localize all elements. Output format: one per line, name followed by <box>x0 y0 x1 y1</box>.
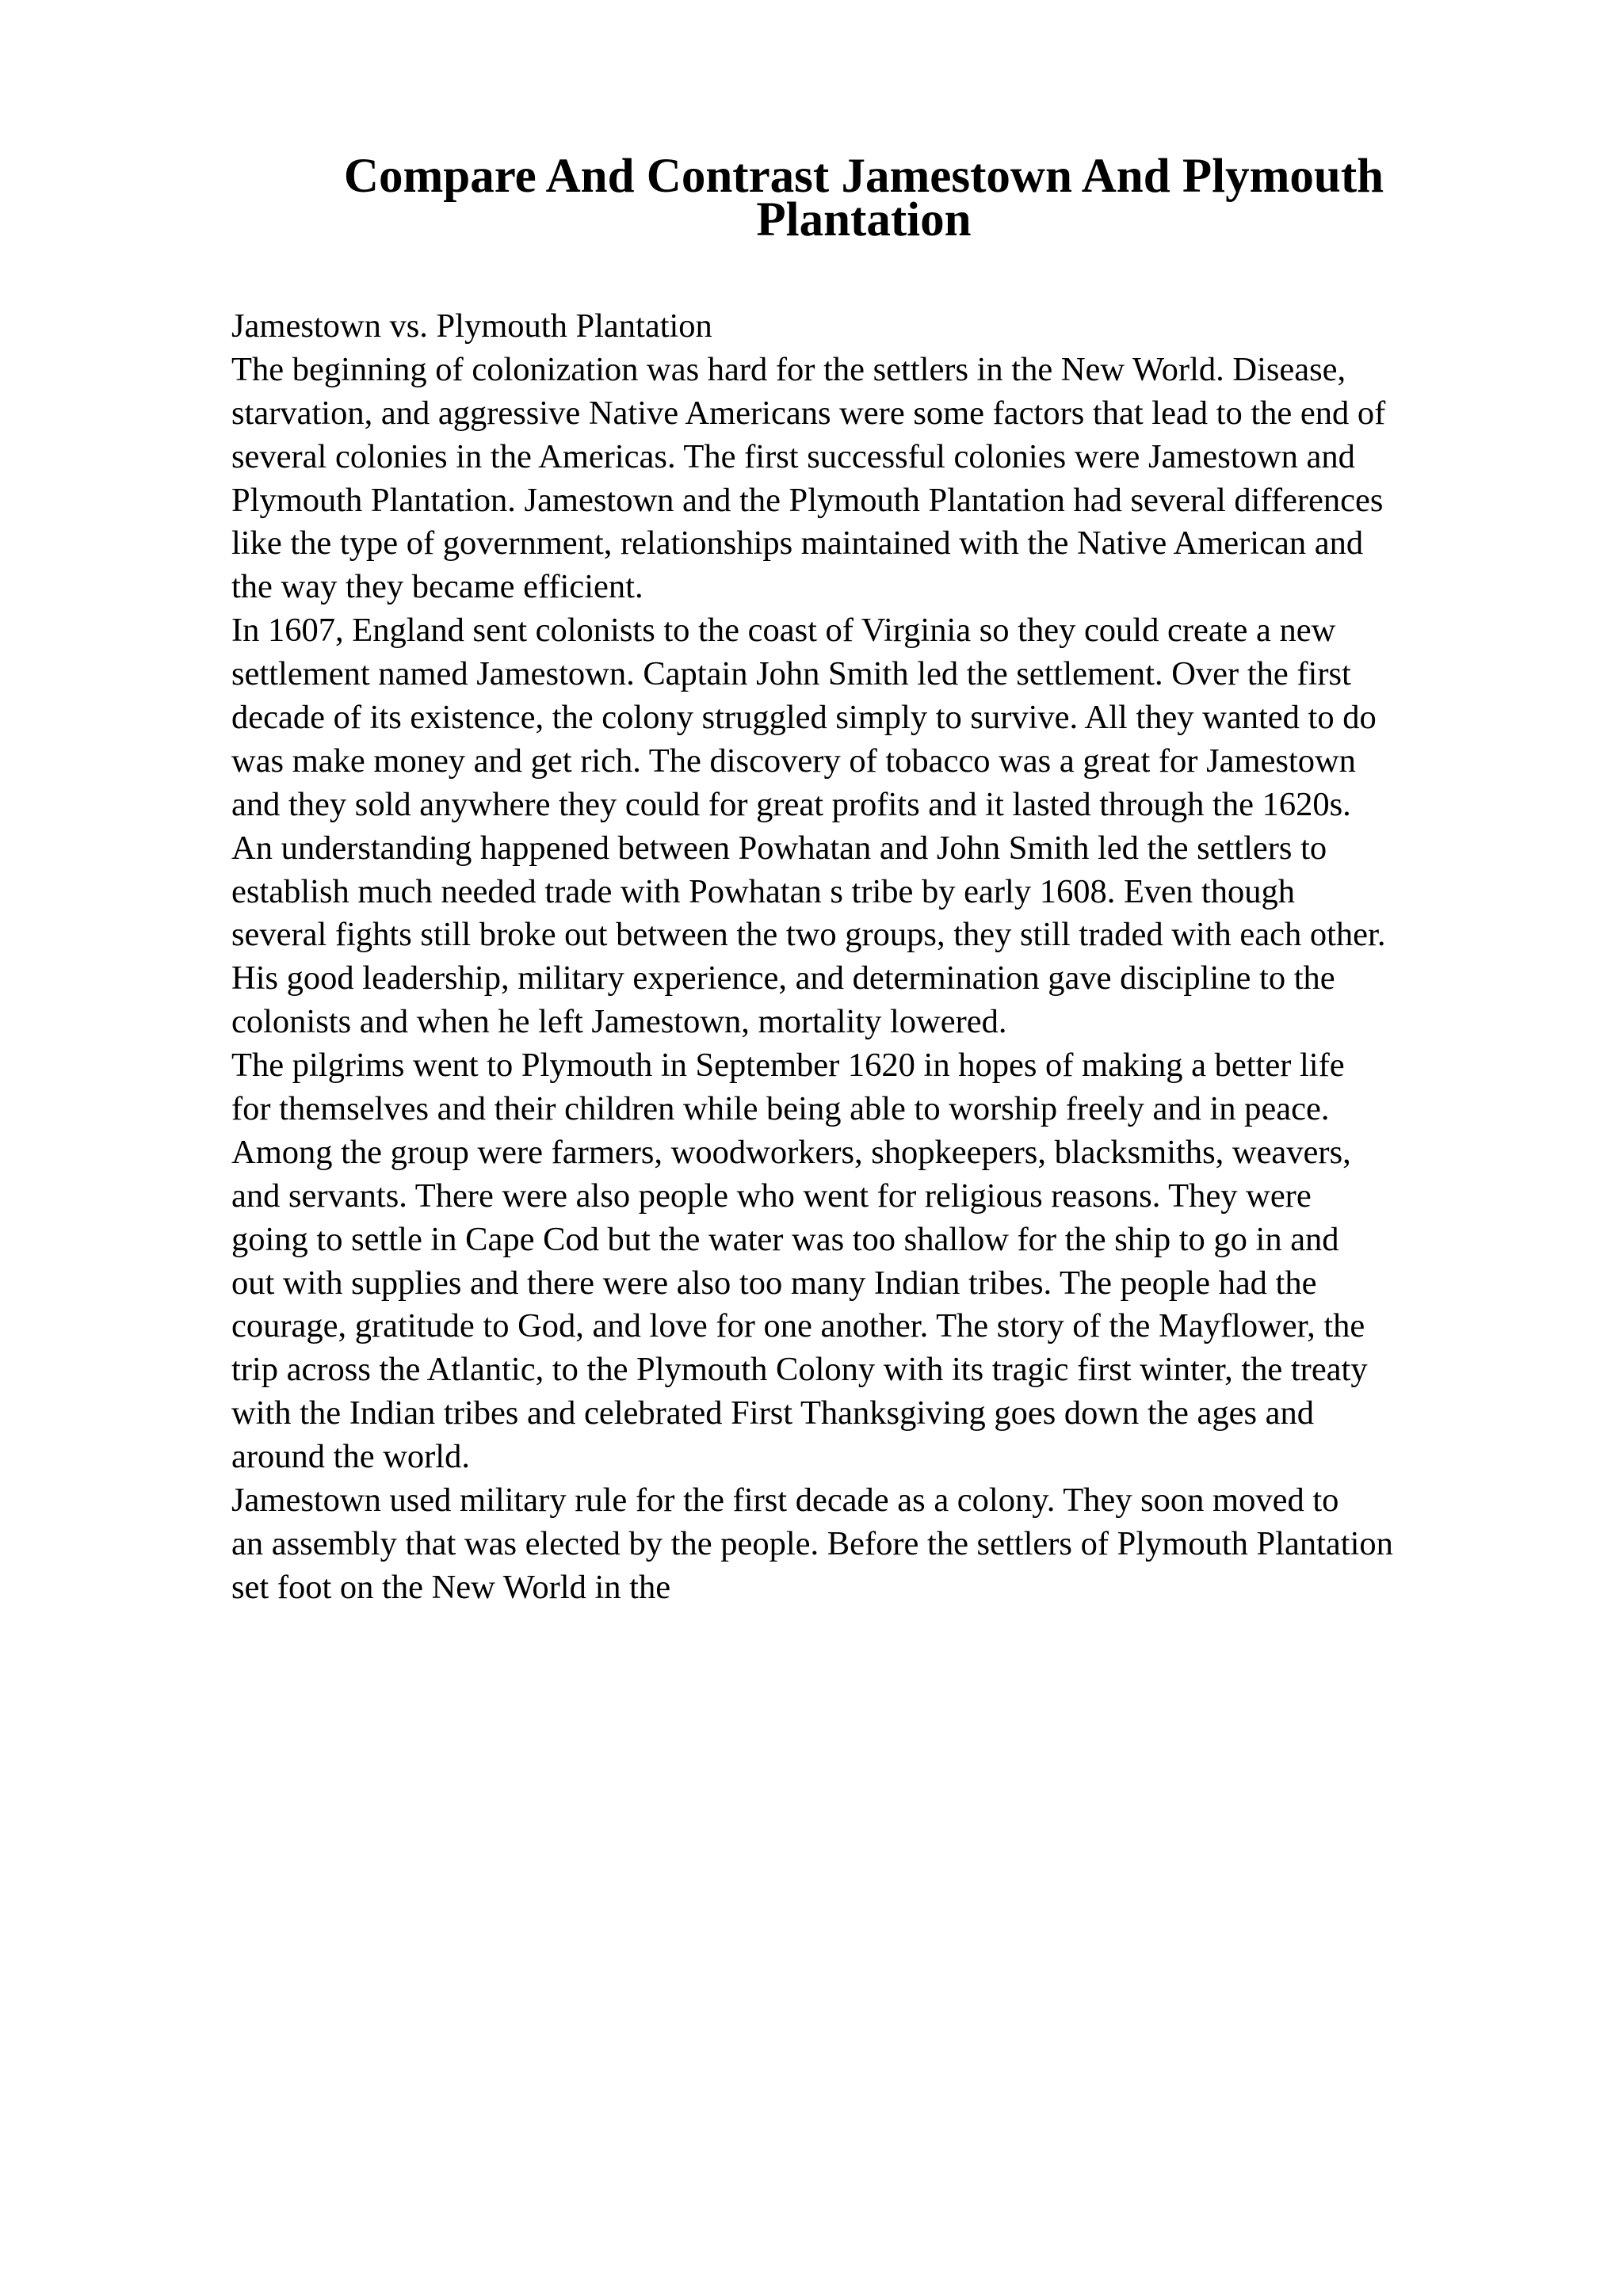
body-line: around the world. <box>231 1438 470 1476</box>
title-line: Compare And Contrast Jamestown And Plymouth <box>343 150 1384 203</box>
body-line: In 1607, England sent colonists to the coast of Virginia so they could create a new <box>231 612 1336 650</box>
body-line: An understanding happened between Powhatan and John Smith led the settlers to <box>231 829 1327 867</box>
body-line: Jamestown used military rule for the first decade as a colony. They soon moved to <box>231 1482 1339 1520</box>
body-line: going to settle in Cape Cod but the water was too shallow for the ship to go in and <box>231 1220 1339 1258</box>
body-line: Plymouth Plantation. Jamestown and the Plymouth Plantation had several differences <box>231 481 1384 519</box>
body-line: several colonies in the Americas. The first successful colonies were Jamestown and <box>231 437 1355 475</box>
body-line: courage, gratitude to God, and love for one another. The story of the Mayflower, the <box>231 1307 1365 1345</box>
body-line: out with supplies and there were also too many Indian tribes. The people had the <box>231 1264 1317 1302</box>
body-line: Jamestown vs. Plymouth Plantation <box>231 307 712 345</box>
body-line: Among the group were farmers, woodworkers, shopkeepers, blacksmiths, weavers, <box>231 1133 1351 1171</box>
body-line: several fights still broke out between the two groups, they still traded with each other. <box>231 916 1386 954</box>
body-line: His good leadership, military experience, and determination gave discipline to the <box>231 959 1335 997</box>
body-line: like the type of government, relationships maintained with the Native American and <box>231 524 1364 563</box>
title-line: Plantation <box>756 193 972 246</box>
body-line: set foot on the New World in the <box>231 1568 671 1606</box>
body-line: was make money and get rich. The discovery of tobacco was a great for Jamestown <box>231 742 1356 780</box>
body-line: for themselves and their children while being able to worship freely and in peace. <box>231 1090 1330 1128</box>
body-line: colonists and when he left Jamestown, mortality lowered. <box>231 1003 1007 1041</box>
body-line: The pilgrims went to Plymouth in September 1620 in hopes of making a better life <box>231 1047 1345 1085</box>
body-line: decade of its existence, the colony struggled simply to survive. All they wanted to do <box>231 699 1377 737</box>
document-body <box>231 305 1531 1610</box>
body-line: an assembly that was elected by the people. Before the settlers of Plymouth Plantation <box>231 1524 1393 1562</box>
body-line: starvation, and aggressive Native Americans were some factors that lead to the end of <box>231 394 1386 432</box>
body-line: settlement named Jamestown. Captain John Smith led the settlement. Over the first <box>231 655 1351 693</box>
body-line: The beginning of colonization was hard for the settlers in the New World. Disease, <box>231 350 1346 388</box>
body-line: trip across the Atlantic, to the Plymouth Colony with its tragic first winter, the treaty <box>231 1351 1368 1389</box>
body-line: establish much needed trade with Powhatan s tribe by early 1608. Even though <box>231 872 1295 910</box>
body-line: and servants. There were also people who went for religious reasons. They were <box>231 1177 1312 1215</box>
body-line: and they sold anywhere they could for great profits and it lasted through the 1620s. <box>231 785 1351 823</box>
body-line: with the Indian tribes and celebrated First Thanksgiving goes down the ages and <box>231 1394 1314 1432</box>
body-line: the way they became efficient. <box>231 568 643 606</box>
document-title <box>230 149 1498 246</box>
